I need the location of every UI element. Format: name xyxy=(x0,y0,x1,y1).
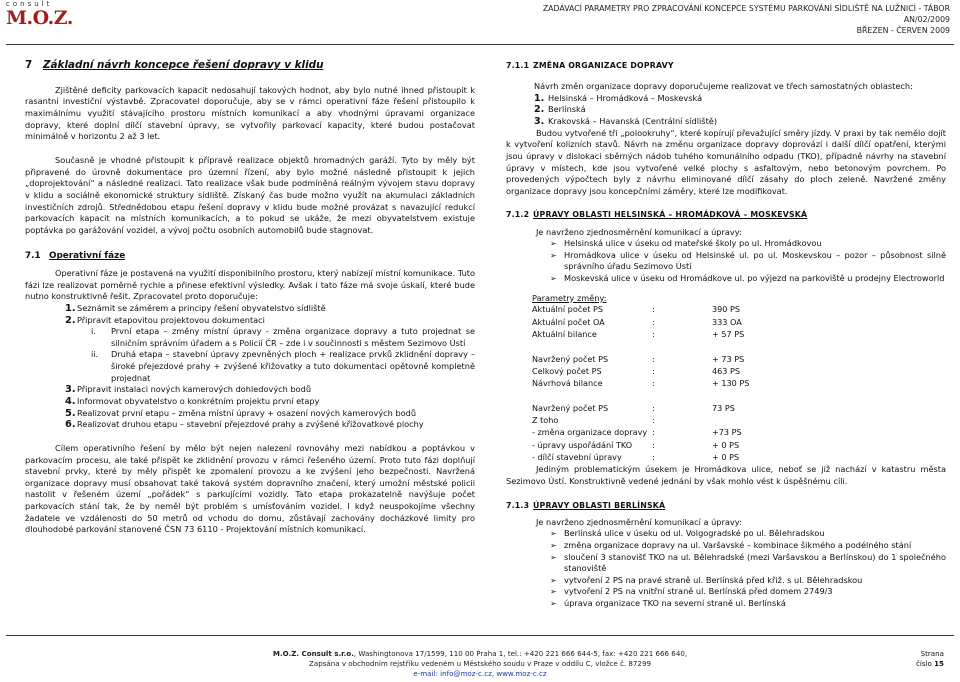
list-number: 1. xyxy=(65,302,76,314)
params-row xyxy=(532,354,772,366)
params-row xyxy=(532,329,772,341)
header-rule xyxy=(6,44,954,45)
list-item xyxy=(65,303,475,315)
params-cell-b: : xyxy=(652,328,655,339)
right-column xyxy=(506,60,946,610)
subsection-heading-711 xyxy=(506,60,946,71)
company-name: M.O.Z. Consult s.r.o. xyxy=(272,649,354,658)
list-text: Moskevská ulice v úseku od Hromádkove ul. po výjezd na parkoviště u prodejny Electroworld xyxy=(564,273,945,284)
params-cell-b: : xyxy=(652,415,655,426)
paragraph-semicircles: Budou vytvořené tři „polookruhy“, které kopírují převažující směry jízdy. V praxi by tak nemělo dojít k vytvoření kolizních stavů. Návrh na změnu organizace dopravy doprovází i další dílčí opatření, kterými jsou úpravy v dislokaci sběrných nádob tuhého komunálního odpadu (TKO), případně návrhy na stavební úpravy v místech, kde jsou vytvořené velké plochy s asfaltovým, nebo betonovým povrchem. Po provedených výpočtech byly z návrhu eliminované dílčí zásahy do ploch zeleně. Navržené změny organizace dopravy jsou koncepčními záměry, které lze modifikovat. xyxy=(506,127,946,196)
arrow-bullet-icon: ➢ xyxy=(550,239,557,249)
params-cell-c xyxy=(712,341,772,353)
params-cell-a: Navržený počet PS xyxy=(532,402,609,413)
section-number: 7 xyxy=(25,59,33,71)
list-item xyxy=(550,586,946,598)
document-date: BŘEZEN - ČERVEN 2009 xyxy=(856,26,950,35)
list-text: změna organizace dopravy na ul. Varšavské – kombinace šikmého a podélného stání xyxy=(564,539,912,550)
list-text: sloučení 3 stanovišť TKO na ul. Bělehradské (mezi Varšavskou a Berlínskou) do 1 společného stanoviště xyxy=(564,551,946,574)
params-cell-c xyxy=(712,390,772,402)
list-number: 5. xyxy=(65,407,76,419)
arrow-bullet-icon: ➢ xyxy=(550,599,557,609)
arrow-bullet-icon: ➢ xyxy=(550,529,557,539)
list-text: Krakovská – Havanská (Centrální sídliště) xyxy=(548,115,718,126)
document-header xyxy=(543,3,950,36)
section-title: Základní návrh koncepce řešení dopravy v klidu xyxy=(43,59,324,71)
paragraph-h2-intro: Je navrženo zjednosměrnění komunikací a úpravy: xyxy=(536,226,742,237)
subsection-title: ÚPRAVY OBLASTI BERLÍNSKÁ xyxy=(533,500,666,510)
paragraph-areas-intro: Návrh změn organizace dopravy doporučujeme realizovat ve třech samostatných oblastech: xyxy=(534,81,913,92)
list-text: Připravit instalaci nových kamerových dohledových bodů xyxy=(77,384,312,395)
list-number: 2. xyxy=(65,314,76,326)
params-cell-b xyxy=(652,390,712,402)
params-cell-a: - dílčí stavební úpravy xyxy=(532,451,622,462)
params-cell-b: : xyxy=(652,365,655,376)
arrow-bullet-icon: ➢ xyxy=(550,274,557,284)
params-row xyxy=(532,403,772,415)
arrow-bullet-icon: ➢ xyxy=(550,587,557,597)
list-item xyxy=(534,116,946,128)
list-item xyxy=(550,273,946,285)
paragraph-problem: Jediným problematickým úsekem je Hromádkova ulice, neboť se již nachází v katastru města Sezimovo Ústí. Konstruktivně vedené jednání by však mohlo vést k úspěšnému cíli. xyxy=(506,464,946,486)
params-cell-c: 73 PS xyxy=(712,402,735,413)
list-item xyxy=(550,528,946,540)
params-cell-a: Navržený počet PS xyxy=(532,353,609,364)
list-text: Helsinská ulice v úseku od mateřské školy po ul. Hromádkovou xyxy=(564,238,822,249)
list-text: Realizovat první etapu – změna místní úpravy + osazení nových kamerových bodů xyxy=(77,407,417,418)
subsection-number: 7.1 xyxy=(25,251,41,262)
params-cell-a: - úpravy uspořádání TKO xyxy=(532,439,633,450)
params-cell-b: : xyxy=(652,451,655,462)
list-item xyxy=(91,326,475,349)
document-number: AN/02/2009 xyxy=(903,15,950,24)
params-row xyxy=(532,390,772,402)
helsinska-list xyxy=(550,238,946,285)
list-item xyxy=(534,104,946,116)
page-footer xyxy=(0,649,960,679)
list-number: ii. xyxy=(91,349,99,360)
params-cell-b: : xyxy=(652,427,655,438)
page-number-block xyxy=(916,649,944,669)
arrow-bullet-icon: ➢ xyxy=(550,552,557,562)
subsection-number: 7.1.3 xyxy=(506,500,530,510)
params-cell-c: +73 PS xyxy=(712,427,742,438)
params-cell-b: : xyxy=(652,402,655,413)
params-cell-c: + 0 PS xyxy=(712,451,740,462)
params-cell-a: Celkový počet PS xyxy=(532,365,602,376)
list-item xyxy=(550,540,946,552)
params-cell-c xyxy=(712,415,772,427)
params-cell-c: 390 PS xyxy=(712,304,741,315)
list-item xyxy=(550,238,946,250)
left-column xyxy=(25,58,475,536)
list-text: První etapa – změny místní úpravy - změna organizace dopravy a tuto projednat se silničním správním úřadem a s Policií ČR – zde i v součinnosti s městem Sezimovo Ústí xyxy=(111,326,475,348)
list-number: i. xyxy=(91,326,96,337)
list-text: Helsinská – Hromádková – Moskevská xyxy=(548,92,703,103)
berlinska-list xyxy=(550,528,946,609)
subsection-heading xyxy=(25,250,475,262)
params-cell-c: + 130 PS xyxy=(712,378,750,389)
params-row xyxy=(532,378,772,390)
list-text: vytvoření 2 PS na pravé straně ul. Berlínská před křiž. s ul. Bělehradskou xyxy=(564,574,863,585)
paragraph-h3-intro: Je navrženo zjednosměrnění komunikací a úpravy: xyxy=(536,516,742,527)
list-item xyxy=(65,384,475,396)
subsection-title: ÚPRAVY OBLASTI HELSINSKÁ – HROMÁDKOVÁ – MOSKEVSKÁ xyxy=(533,210,808,220)
list-item xyxy=(550,552,946,575)
params-cell-b: : xyxy=(652,316,655,327)
params-row xyxy=(532,341,772,353)
params-row xyxy=(532,452,772,464)
steps-list xyxy=(65,303,475,431)
list-number: 1. xyxy=(534,92,545,104)
arrow-bullet-icon: ➢ xyxy=(550,540,557,550)
list-item xyxy=(550,250,946,273)
page-number: 15 xyxy=(934,659,944,668)
document-title: ZADÁVACÍ PARAMETRY PRO ZPRACOVÁNÍ KONCEPCE SYSTÉMU PARKOVÁNÍ SÍDLIŠTĚ NA LUŽNICÍ - TÁBOR xyxy=(542,4,950,13)
paragraph-garages: Současně je vhodné přistoupit k přípravě realizace objektů hromadných garáží. Tyto by měly být připravené do úrovně dokumentace pro územní řízení, aby bylo možné následně přistoupit k jejich „doprojektování“ a následné realizaci. Tato realizace však bude podmíněná reálným vývojem stavu dopravy v klidu a sociálně ekonomické struktury sídliště. Získaný čas bude možno využít na akumulaci základních investičních zdrojů. Střednědobou etapu řešení dopravy v klidu bude možné provázat s navazující redukcí parkovacích kapacit na místních komunikacích, a to pokud se ukáže, že mezi obyvatelstvem existuje poptávka po garážování vozidel, a vývoj počtu osobních automobilů bude stagnovat. xyxy=(25,154,475,235)
list-text: Realizovat druhou etapu – stavební přejezdové prahy a zvýšené křižovatkové plochy xyxy=(77,419,424,430)
params-cell-a: Z toho xyxy=(532,415,559,426)
params-cell-b: : xyxy=(652,353,655,364)
subsection-heading-713 xyxy=(506,500,946,511)
list-number: 3. xyxy=(65,384,76,396)
list-number: 4. xyxy=(65,395,76,407)
params-cell-c: 333 OA xyxy=(712,316,742,327)
params-cell-c: 463 PS xyxy=(712,365,741,376)
page-label: Strana xyxy=(920,649,944,658)
company-address: , Washingtonova 17/1599, 110 00 Praha 1, tel.: +420 221 666 644-5, fax: +420 221 666 640, xyxy=(353,649,688,658)
params-cell-b xyxy=(652,341,712,353)
list-item xyxy=(65,396,475,408)
params-cell-a: Aktuální počet OA xyxy=(532,316,605,327)
paragraph-intro: Zjištěné deficity parkovacích kapacit nedosahují takových hodnot, aby bylo nutné ihned přistoupit k rasantní investiční výstavbě. Zpracovatel doporučuje, aby se v rámci operativní fáze řešení přistoupilo k maximálnímu využití stávajícího prostoru místních komunikací a aby vhodnými úpravami organizace dopravy, které doplní dílčí stavební úpravy, se vytvořily parkovací kapacity, které budou postačovat minimálně v horizontu 2 až 3 let. xyxy=(25,84,475,142)
company-logo xyxy=(6,0,73,29)
subsection-heading-712 xyxy=(506,209,946,220)
section-heading xyxy=(25,58,475,73)
params-row xyxy=(532,427,772,439)
list-text: úprava organizace TKO na severní straně ul. Berlínská xyxy=(564,598,786,609)
params-cell-a xyxy=(532,390,652,402)
logo-big-text: M.O.Z. xyxy=(6,7,73,29)
params-cell-a: - změna organizace dopravy xyxy=(532,427,648,438)
list-item xyxy=(65,408,475,420)
logo-small-text: consult xyxy=(6,0,53,8)
list-item xyxy=(550,575,946,587)
params-row xyxy=(532,317,772,329)
arrow-bullet-icon: ➢ xyxy=(550,250,557,260)
params-row xyxy=(532,304,772,316)
params-cell-b: : xyxy=(652,439,655,450)
list-text: Druhá etapa – stavební úpravy zpevněných ploch + realizace prvků zklidnění dopravy – široké přejezdové prahy + zvýšené křižovatky a tuto dokumentaci opětovně kompletně projednat xyxy=(111,349,475,383)
areas-list xyxy=(534,93,946,128)
params-cell-a xyxy=(532,341,652,353)
paragraph-goal: Cílem operativního řešení by mělo být nejen nalezení rovnováhy mezi nabídkou a poptávkou v parkovacím procesu, ale také přispět ke zklidnění provozu v rámci řešeného území. Proto tuto fázi doplňují stavební prvky, které by měly přispět ke zpomalení provozu a ke zvýšení jeho bezpečnosti. Navržená organizace dopravy musí obsahovat také taková systém dopravního značení, který umožní městské policii nastolit v řešeném území „pořádek“ s parkujícími vozidly. Tato etapa prokazatelně navýšuje počet parkovacích stání tak, že by neměl být problém s umísťováním vozidel. I když neuspokojíme všechny žadatele ve vzdálenosti do 50 metrů od vchodu do domu, zůstávají zachovány docházkové limity pro dlouhodobé parkování stanovené ČSN 73 6110 - Projektování místních komunikací. xyxy=(25,442,475,535)
list-number: 6. xyxy=(65,419,76,431)
params-table xyxy=(532,304,772,464)
list-text: vytvoření 2 PS na vnitřní straně ul. Berlínská před domem 2749/3 xyxy=(564,586,833,597)
params-cell-a: Aktuální počet PS xyxy=(532,304,603,315)
subsection-number: 7.1.1 xyxy=(506,61,530,70)
registration-note: Zapsána v obchodním rejstříku vedeném u Městského soudu v Praze v oddílu C, vložce č. 87299 xyxy=(309,659,651,668)
list-item xyxy=(65,419,475,431)
subsection-title: ZMĚNA ORGANIZACE DOPRAVY xyxy=(533,61,674,70)
contact-link[interactable]: e-mail: info@moz-c.cz, www.moz-c.cz xyxy=(413,669,547,678)
list-item xyxy=(65,315,475,385)
list-text: Hromádkova ulice v úseku od Helsinské ul. po ul. Moskevskou – pozor – působnost silně správního úřadu Sezimovo Ústí xyxy=(564,249,946,272)
list-number: 3. xyxy=(534,115,545,127)
list-item xyxy=(534,93,946,105)
paragraph-operative: Operativní fáze je postavená na využití disponibilního prostoru, který nabízejí místní komunikace. Tuto fázi lze realizovat poměrně rychle a přinese efektivní výsledky. Avšak i tato fáze má svoje úskalí, které bude nutno konstruktivně řešit. Zpracovatel proto doporučuje: xyxy=(25,267,475,302)
list-text: Berlínská xyxy=(548,104,586,115)
list-item xyxy=(550,598,946,610)
list-text: Informovat obyvatelstvo o konkrétním projektu první etapy xyxy=(77,395,320,406)
params-cell-c: + 73 PS xyxy=(712,353,745,364)
list-item xyxy=(91,349,475,384)
page-number-label: číslo xyxy=(915,659,932,668)
params-row xyxy=(532,440,772,452)
params-cell-a: Aktuální bilance xyxy=(532,328,597,339)
params-cell-b: : xyxy=(652,378,655,389)
params-cell-a: Návrhová bilance xyxy=(532,378,603,389)
list-text: Připravit etapovitou projektovou dokumentaci xyxy=(77,314,265,325)
footer-rule xyxy=(6,635,954,636)
params-row xyxy=(532,415,772,427)
params-cell-b: : xyxy=(652,304,655,315)
list-text: Seznámit se záměrem a principy řešení obyvatelstvo sídliště xyxy=(77,302,326,313)
params-title: Parametry změny: xyxy=(532,292,607,303)
list-text: Berlínská ulice v úseku od ul. Volgogradské po ul. Bělehradskou xyxy=(564,528,825,539)
sub-list xyxy=(91,326,475,384)
params-row xyxy=(532,366,772,378)
arrow-bullet-icon: ➢ xyxy=(550,575,557,585)
subsection-title: Operativní fáze xyxy=(49,251,126,262)
list-number: 2. xyxy=(534,104,545,116)
params-cell-c: + 0 PS xyxy=(712,439,740,450)
subsection-number: 7.1.2 xyxy=(506,210,530,220)
params-cell-c: + 57 PS xyxy=(712,328,745,339)
